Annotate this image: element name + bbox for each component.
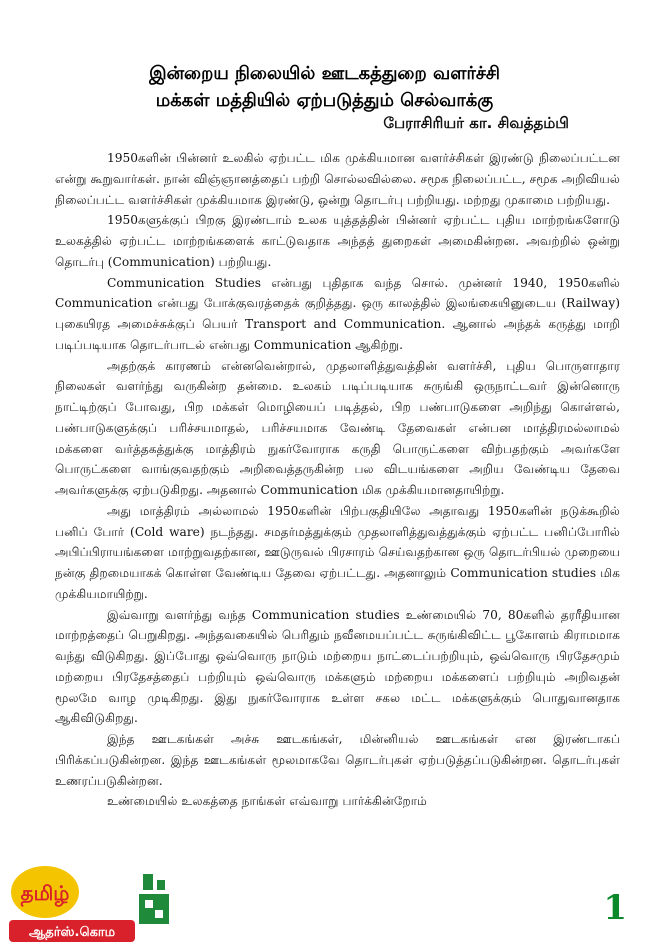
logo-text-top: தமிழ் xyxy=(20,881,70,905)
paragraph: 1950களின் பின்னர் உலகில் ஏற்பட்ட மிக முக்கியமான வளர்ச்சிகள் இரண்டு நிலைப்பட்டன என்று கூறுவார்கள். நான் விஞ்ஞானத்தைப் பற்றி சொல்லவில்லை. சமூக நிலைப்பட்ட, சமூக அறிவியல் நிலைப்பட்ட வளர்ச்சிகள் முக்கியமாக இரண்டு, ஒன்று தொடர்பு பற்றியது. மற்றது முகாமை பற்றியது. xyxy=(55,151,620,207)
logo-green-emblem-icon xyxy=(139,874,169,924)
paragraph: இவ்வாறு வளர்ந்து வந்த Communication studies உண்மையில் 70, 80களில் தரரீதியான மாற்றத்தைப் பெறுகிறது. அந்தவகையில் பெரிதும் நவீனமயப்பட்ட சுருங்கிவிட்ட பூகோளம் கிராமமாக வந்து விடுகிறது. இப்போது ஒவ்வொரு நாடும் மற்றைய நாட்டைப்பற்றியும், ஒவ்வொரு பிரதேசமும் மற்றைய பிரதேசத்தைப் பற்றியும் ஒவ்வொரு மக்களும் மற்றைய மக்களைப் பற்றியும் அறிவதன் மூலமே வாழ முடிகிறது. இது நுகர்வோராக உள்ள சகல மட்ட மக்களுக்கும் பொதுவானதாக ஆகிவிடுகிறது. xyxy=(55,607,620,726)
article-body xyxy=(55,148,620,876)
site-logo xyxy=(5,860,175,948)
paragraph: அது மாத்திரம் அல்லாமல் 1950களின் பிற்பகுதியிலே அதாவது 1950களின் நடுக்கூறில் பனிப் போர் (Cold ware) நடந்தது. சமதர்மத்துக்கும் முதலாளித்துவத்துக்கும் ஏற்பட்ட பனிப்போரில் அபிப்பிராயங்களை மாற்றுவதற்கான, ஊடுருவல் பிரசாரம் செய்வதற்கான ஒரு தொடர்பியல் முறையை நன்கு திறமையாகக் கொள்ள வேண்டிய தேவை ஏற்பட்டது. அதனாலும் Communication studies மிக முக்கியமாயிற்று. xyxy=(55,503,620,601)
title-line-2: மக்கள் மத்தியில் ஏற்படுத்தும் செல்வாக்கு xyxy=(155,90,494,111)
logo-graphic xyxy=(5,860,175,948)
title-line-1: இன்றைய நிலையில் ஊடகத்துறை வளர்ச்சி xyxy=(149,63,500,84)
paragraph: 1950களுக்குப் பிறகு இரண்டாம் உலக யுத்தத்தின் பின்னர் ஏற்பட்ட புதிய மாற்றங்களோடு உலகத்தில் ஏற்பட்ட மாற்றங்களைக் காட்டுவதாக அந்தத் துறைகள் அமைகின்றன. அவற்றில் ஒன்று தொடர்பு (Communication) பற்றியது. xyxy=(55,213,620,269)
paragraph: Communication Studies என்பது புதிதாக வந்த சொல். முன்னர் 1940, 1950களில் Communication என்பது போக்குவரத்தைக் குறித்தது. ஒரு காலத்தில் இலங்கையினுடைய (Railway) புகையிரத அமைச்சுக்குப் பெயர் Transport and Communication. ஆனால் அந்தக் கருத்து மாறி படிப்படியாக தொடர்பாடல் என்பது Communication ஆகிற்று. xyxy=(55,275,620,352)
logo-text-bottom: ஆதர்ஸ்.கொம xyxy=(28,925,116,940)
paragraph: உண்மையில் உலகத்தை நாங்கள் எவ்வாறு பார்க்கின்றோம் xyxy=(107,794,427,809)
paragraph: அதற்குக் காரணம் என்னவென்றால், முதலாளித்துவத்தின் வளர்ச்சி, புதிய பொருளாதார நிலைகள் வளர்ந்து வருகின்ற தன்மை. உலகம் படிப்படியாக சுருங்கி ஒருநாட்டவர் இன்னொரு நாட்டிற்குப் போவது, பிற மக்கள் மொழியைப் படித்தல், பிற பண்பாடுகளை அறிந்து கொள்ளல், பண்பாடுகளுக்குப் பரிச்சயமாதல், பரிச்சயமாக வேண்டி தேவைகள் என்பன மாத்திரமல்லாமல் மக்களை வர்த்தகத்துக்கு மாத்திரம் நுகர்வோராக கருதி பொருட்களை விற்பதற்கும் அவர்களே பொருட்களை வாங்குவதற்கும் அறிவைத்தருகின்ற பல விடயங்களை அறிய வேண்டிய தேவை அவர்களுக்கு ஏற்படுகிறது. அதனால் Communication மிக முக்கியமானதாயிற்று. xyxy=(55,358,620,497)
author-name: பேராசிரியர் கா. சிவத்தம்பி xyxy=(383,114,569,132)
paragraph: இந்த ஊடகங்கள் அச்சு ஊடகங்கள், மின்னியல் ஊடகங்கள் என இரண்டாகப் பிரிக்கப்படுகின்றன. இந்த ஊடகங்கள் மூலமாகவே தொடர்புகள் ஏற்படுத்தப்படுகின்றன. தொடர்புகள் உணரப்படுகின்றன. xyxy=(55,732,620,788)
page-number: 1 xyxy=(603,888,627,928)
